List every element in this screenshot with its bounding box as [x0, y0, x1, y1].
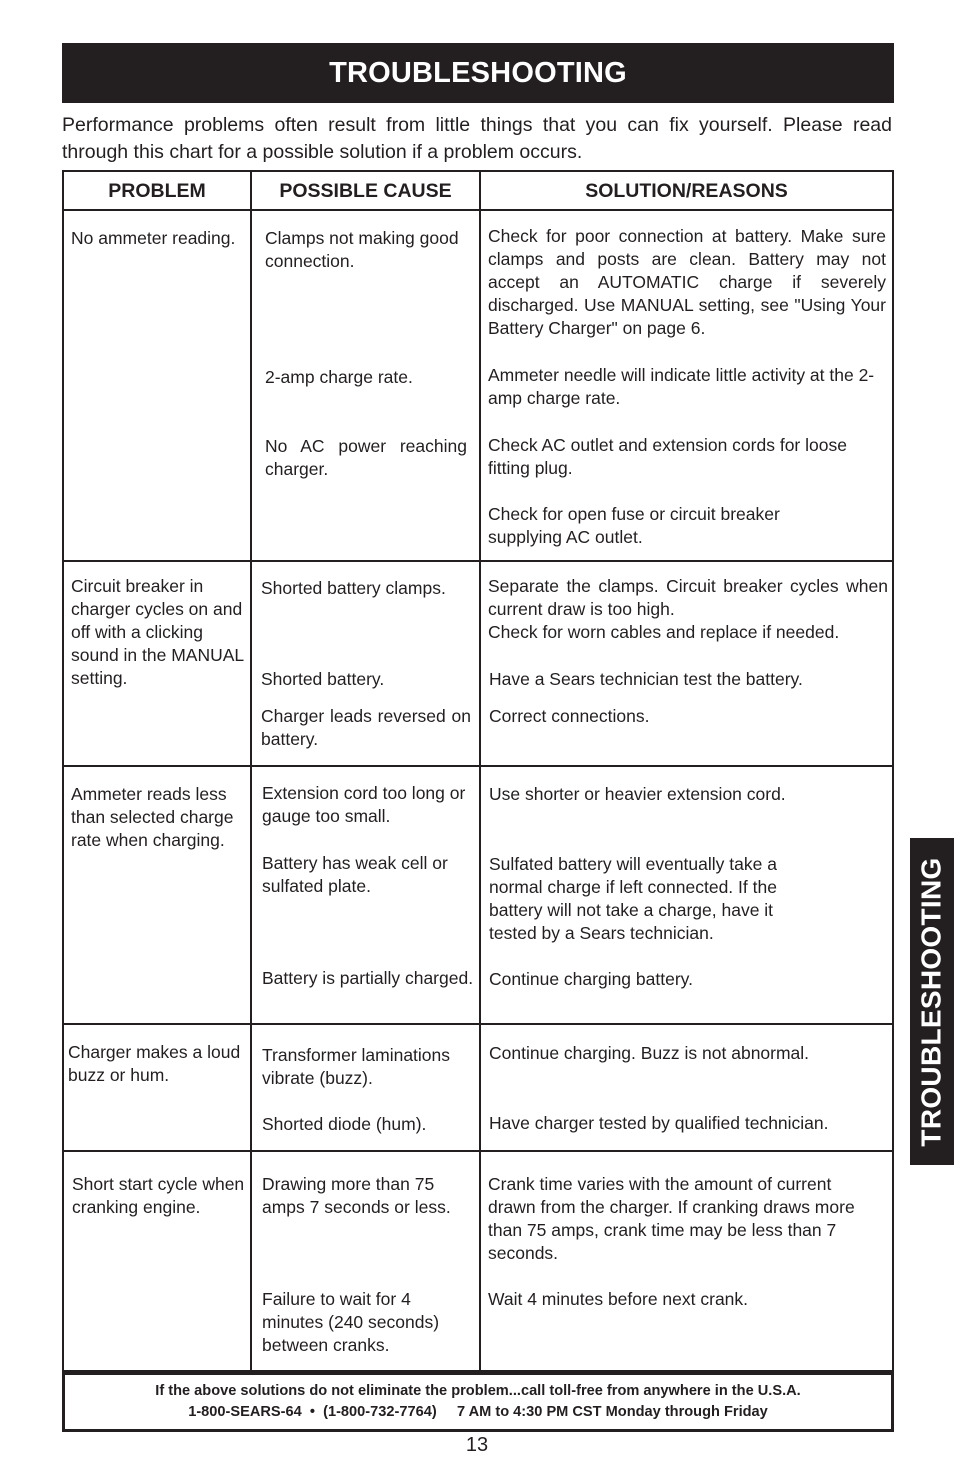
row-divider: [64, 560, 892, 562]
solution-cell: Ammeter needle will indicate little activity at the 2-amp charge rate.: [488, 365, 875, 408]
solution-cell: Have charger tested by qualified technician.: [489, 1113, 829, 1133]
side-tab-label: TROUBLESHOOTING: [916, 856, 948, 1147]
problem-cell: No ammeter reading.: [71, 228, 236, 248]
page-number: 13: [465, 1434, 489, 1456]
solution-cell: Use shorter or heavier extension cord.: [489, 784, 786, 804]
cause-cell: No AC power reaching charger.: [265, 436, 467, 479]
solution-cell: Crank time varies with the amount of current drawn from the charger. If cranking draws more than 75 amps, crank time may be less than 7 seconds.: [488, 1174, 855, 1263]
problem-cell: Short start cycle when cranking engine.: [72, 1174, 245, 1217]
solution-cell: [488, 575, 888, 644]
problem-cell: Ammeter reads less than selected charge rate when charging.: [71, 784, 234, 850]
header-problem: PROBLEM: [108, 179, 206, 202]
cause-cell: Battery is partially charged.: [262, 968, 474, 988]
row-divider: [64, 1023, 892, 1025]
page-title: TROUBLESHOOTING: [329, 56, 627, 89]
cause-cell: Shorted diode (hum).: [262, 1114, 427, 1134]
solution-cell: Check AC outlet and extension cords for loose fitting plug.: [488, 435, 847, 478]
solution-cell: Check for poor connection at battery. Make sure clamps and posts are clean. Battery may not accept an AUTOMATIC charge if severely discharged. Use MANUAL setting, see "Using Your Battery Charger" on page 6.: [488, 226, 886, 338]
bullet-icon: •: [309, 1404, 315, 1420]
service-hours: 7 AM to 4:30 PM CST Monday through Friday: [456, 1404, 768, 1420]
page-title-bar: [62, 43, 894, 103]
solution-text: Separate the clamps. Circuit breaker cycles when current draw is too high.: [488, 576, 888, 619]
header-cause: POSSIBLE CAUSE: [279, 179, 452, 202]
column-divider: [479, 172, 481, 1370]
cause-cell: 2-amp charge rate.: [265, 367, 413, 387]
cause-cell: Shorted battery.: [261, 669, 385, 689]
solution-cell: Correct connections.: [489, 706, 650, 726]
header-solution: SOLUTION/REASONS: [585, 179, 788, 202]
column-divider: [250, 172, 252, 1370]
problem-cell: Charger makes a loud buzz or hum.: [68, 1042, 241, 1085]
solution-text: Check for worn cables and replace if needed.: [488, 622, 840, 642]
cause-cell: Shorted battery clamps.: [261, 578, 446, 598]
phone-number: 1-800-SEARS-64: [188, 1404, 302, 1420]
footer-line-2: [188, 1402, 768, 1423]
side-tab: [910, 838, 954, 1165]
solution-cell: Wait 4 minutes before next crank.: [488, 1289, 749, 1309]
contact-footer: [62, 1372, 894, 1432]
row-divider: [64, 765, 892, 767]
cause-cell: Drawing more than 75 amps 7 seconds or less.: [262, 1174, 451, 1217]
cause-cell: Transformer laminations vibrate (buzz).: [262, 1045, 451, 1088]
problem-cell: Circuit breaker in charger cycles on and off with a clicking sound in the MANUAL setting.: [71, 576, 244, 688]
footer-line-1: If the above solutions do not eliminate the problem...call toll-free from anywhere in the U.S.A.: [155, 1383, 801, 1399]
solution-cell: Continue charging battery.: [489, 969, 693, 989]
cause-cell: Charger leads reversed on battery.: [261, 706, 471, 749]
cause-cell: Extension cord too long or gauge too small.: [262, 783, 466, 826]
cause-cell: Clamps not making good connection.: [265, 228, 459, 271]
intro-paragraph: Performance problems often result from little things that you can fix yourself. Please read through this chart for a possible solution if a problem occurs.: [62, 114, 892, 163]
troubleshooting-table: [62, 170, 894, 1372]
row-divider: [64, 1150, 892, 1152]
solution-cell: Continue charging. Buzz is not abnormal.: [489, 1043, 810, 1063]
solution-cell: Have a Sears technician test the battery.: [489, 669, 803, 689]
cause-cell: Battery has weak cell or sulfated plate.: [262, 853, 448, 896]
solution-cell: Check for open fuse or circuit breaker supplying AC outlet.: [488, 504, 780, 547]
solution-cell: Sulfated battery will eventually take a normal charge if left connected. If the battery will not take a charge, have it tested by a Sears technician.: [489, 854, 777, 943]
alt-phone-number: (1-800-732-7764): [323, 1404, 437, 1420]
cause-cell: Failure to wait for 4 minutes (240 seconds) between cranks.: [262, 1289, 440, 1355]
